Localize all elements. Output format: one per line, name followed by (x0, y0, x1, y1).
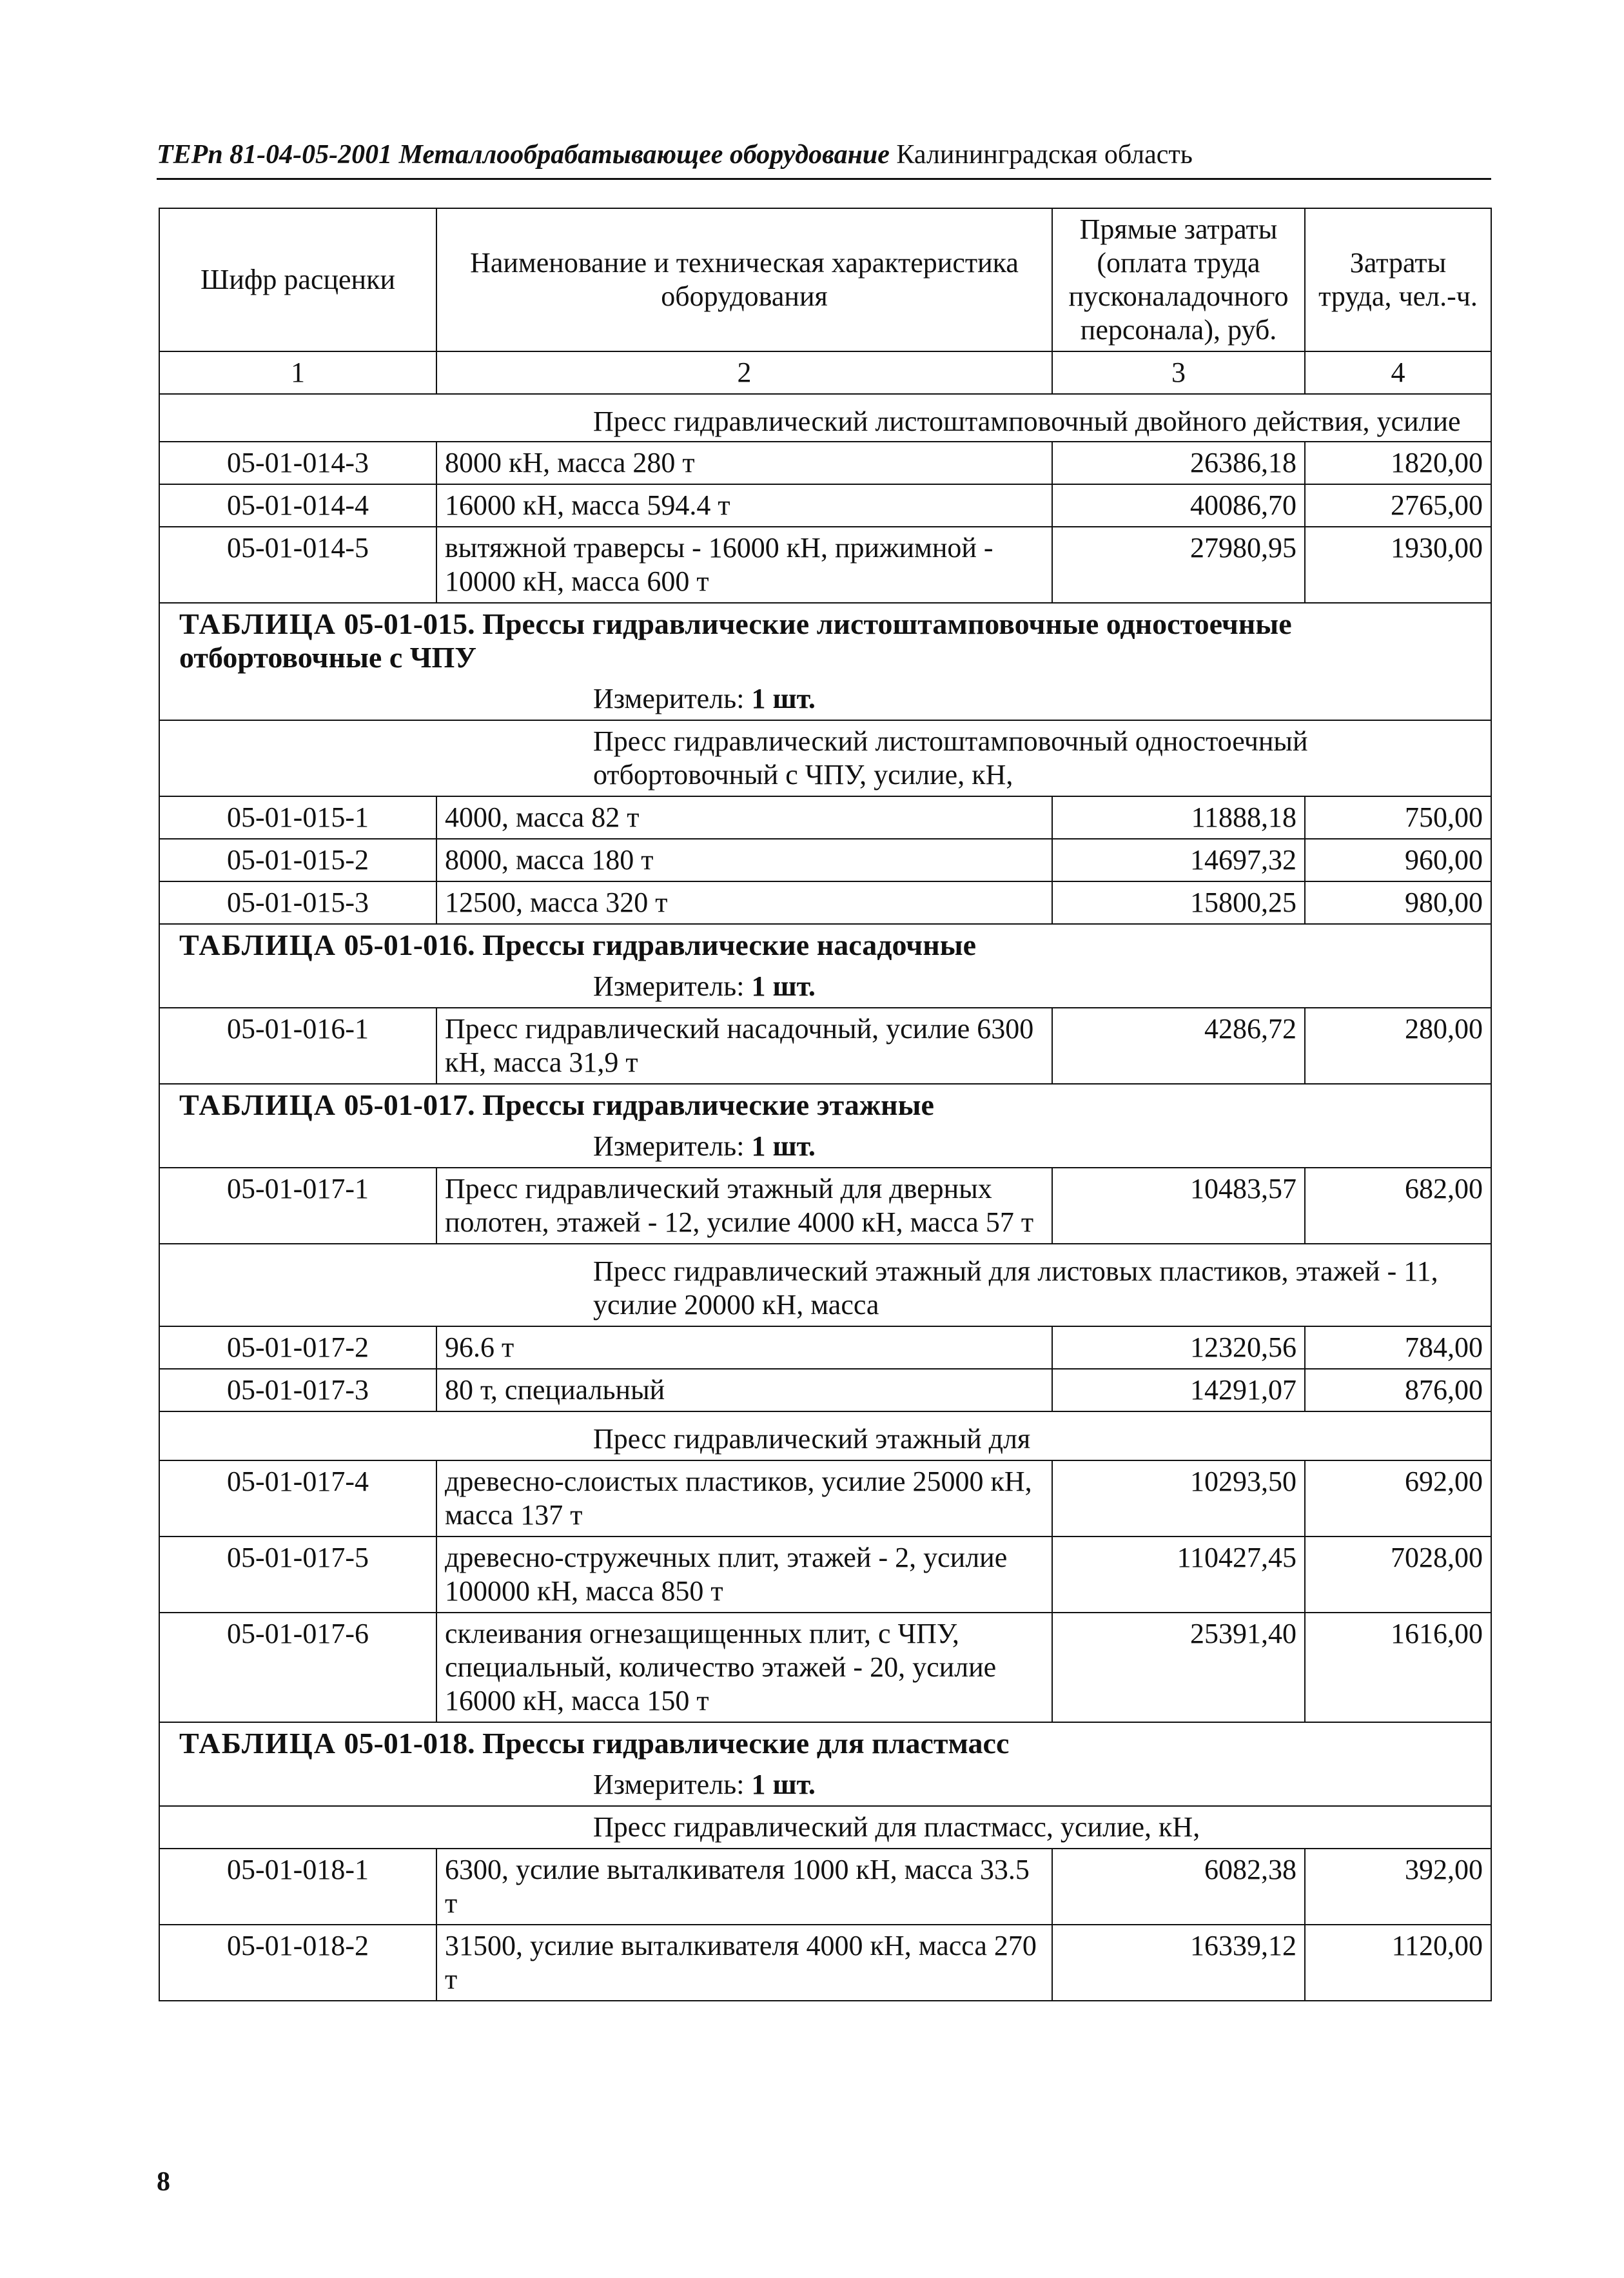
col-header-name: Наименование и техническая характеристика оборудования (436, 208, 1052, 351)
rate-code: 05-01-016-1 (159, 1008, 436, 1084)
table-row (159, 1925, 1491, 2001)
rate-code: 05-01-017-2 (159, 1326, 436, 1369)
table-row (159, 796, 1491, 839)
rate-cost: 16339,12 (1052, 1925, 1305, 2001)
col-number: 3 (1052, 351, 1305, 394)
group-description-row (159, 720, 1491, 796)
rate-labor: 682,00 (1305, 1168, 1491, 1244)
rate-name: 31500, усилие выталкивателя 4000 кН, масса 270 т (436, 1925, 1052, 2001)
group-description-row (159, 1806, 1491, 1849)
section-title-text: 05-01-017. Прессы гидравлические этажные (344, 1088, 934, 1121)
section-title (159, 603, 1491, 678)
rate-labor: 784,00 (1305, 1326, 1491, 1369)
rate-cost: 14697,32 (1052, 839, 1305, 881)
rate-name: 4000, масса 82 т (436, 796, 1052, 839)
rate-cost: 25391,40 (1052, 1613, 1305, 1722)
measure-label: Измеритель: (593, 970, 745, 1002)
rate-cost: 40086,70 (1052, 484, 1305, 527)
group-description: Пресс гидравлический листоштамповочный одностоечный отбортовочный с ЧПУ, усилие, кН, (159, 720, 1491, 796)
group-description: Пресс гидравлический листоштамповочный двойного действия, усилие (159, 394, 1491, 442)
rate-code: 05-01-018-2 (159, 1925, 436, 2001)
section-label: ТАБЛИЦА (179, 1088, 337, 1121)
section-label: ТАБЛИЦА (179, 1727, 337, 1760)
rate-name: древесно-слоистых пластиков, усилие 25000 кН, масса 137 т (436, 1460, 1052, 1537)
rate-code: 05-01-017-3 (159, 1369, 436, 1411)
rate-labor: 1930,00 (1305, 527, 1491, 603)
measure-label: Измеритель: (593, 1130, 745, 1162)
header-region: Калининградская область (889, 140, 1193, 170)
rate-code: 05-01-015-3 (159, 881, 436, 924)
section-title (159, 1722, 1491, 1764)
section-label: ТАБЛИЦА (179, 928, 337, 961)
rate-code: 05-01-015-1 (159, 796, 436, 839)
header-title: ТЕРп 81-04-05-2001 Металлообрабатывающее оборудование (157, 140, 890, 170)
section-label: ТАБЛИЦА (179, 607, 337, 640)
rate-labor: 1820,00 (1305, 442, 1491, 484)
rate-labor: 280,00 (1305, 1008, 1491, 1084)
group-description: Пресс гидравлический этажный для листовых пластиков, этажей - 11, усилие 20000 кН, масса (159, 1244, 1491, 1326)
group-description-row (159, 1244, 1491, 1326)
group-description-row (159, 1411, 1491, 1460)
section-title-row (159, 1084, 1491, 1126)
rate-name: 16000 кН, масса 594.4 т (436, 484, 1052, 527)
rate-code: 05-01-017-1 (159, 1168, 436, 1244)
measure-label: Измеритель: (593, 683, 745, 714)
rate-labor: 2765,00 (1305, 484, 1491, 527)
rate-code: 05-01-017-6 (159, 1613, 436, 1722)
section-title (159, 924, 1491, 966)
table-row (159, 527, 1491, 603)
rate-labor: 1616,00 (1305, 1613, 1491, 1722)
header-rule (157, 178, 1491, 180)
rate-cost: 15800,25 (1052, 881, 1305, 924)
measure-row (159, 966, 1491, 1008)
table-row (159, 1613, 1491, 1722)
rate-cost: 11888,18 (1052, 796, 1305, 839)
page-number: 8 (157, 2167, 170, 2197)
rate-name: 12500, масса 320 т (436, 881, 1052, 924)
col-header-labor: Затраты труда, чел.-ч. (1305, 208, 1491, 351)
rate-cost: 4286,72 (1052, 1008, 1305, 1084)
rate-code: 05-01-014-5 (159, 527, 436, 603)
section-title-row (159, 924, 1491, 966)
rate-name: Пресс гидравлический насадочный, усилие 6300 кН, масса 31,9 т (436, 1008, 1052, 1084)
group-description: Пресс гидравлический для пластмасс, усилие, кН, (159, 1806, 1491, 1849)
table-row (159, 442, 1491, 484)
rate-name: склеивания огнезащищенных плит, с ЧПУ, специальный, количество этажей - 20, усилие 16000 кН, масса 150 т (436, 1613, 1052, 1722)
group-description: Пресс гидравлический этажный для (159, 1411, 1491, 1460)
table-row (159, 484, 1491, 527)
col-number: 4 (1305, 351, 1491, 394)
rate-cost: 27980,95 (1052, 527, 1305, 603)
table-row (159, 1460, 1491, 1537)
section-title-text: 05-01-018. Прессы гидравлические для пластмасс (344, 1727, 1010, 1760)
measure (159, 1764, 1491, 1806)
table-row (159, 1369, 1491, 1411)
rate-labor: 1120,00 (1305, 1925, 1491, 2001)
col-header-cost: Прямые затраты (оплата труда пусконаладочного персонала), руб. (1052, 208, 1305, 351)
rate-name: вытяжной траверсы - 16000 кН, прижимной - 10000 кН, масса 600 т (436, 527, 1052, 603)
rate-name: 8000, масса 180 т (436, 839, 1052, 881)
section-title-row (159, 1722, 1491, 1764)
measure (159, 966, 1491, 1008)
group-description-row (159, 394, 1491, 442)
measure-row (159, 1126, 1491, 1168)
section-title-text: 05-01-015. Прессы гидравлические листоштамповочные одностоечные отбортовочные с ЧПУ (179, 607, 1292, 674)
rate-code: 05-01-017-5 (159, 1537, 436, 1613)
section-title (159, 1084, 1491, 1126)
col-number: 2 (436, 351, 1052, 394)
table-row (159, 1168, 1491, 1244)
rate-code: 05-01-014-3 (159, 442, 436, 484)
table-row (159, 881, 1491, 924)
rate-cost: 26386,18 (1052, 442, 1305, 484)
section-title-text: 05-01-016. Прессы гидравлические насадочные (344, 928, 977, 961)
measure-row (159, 1764, 1491, 1806)
rate-cost: 110427,45 (1052, 1537, 1305, 1613)
col-header-code: Шифр расценки (159, 208, 436, 351)
rate-name: 6300, усилие выталкивателя 1000 кН, масса 33.5 т (436, 1849, 1052, 1925)
measure (159, 678, 1491, 720)
column-header-row (159, 208, 1491, 351)
rate-code: 05-01-018-1 (159, 1849, 436, 1925)
measure-value: 1 шт. (751, 683, 816, 714)
rate-labor: 960,00 (1305, 839, 1491, 881)
column-number-row (159, 351, 1491, 394)
table-row (159, 1008, 1491, 1084)
table-row (159, 839, 1491, 881)
rate-name: Пресс гидравлический этажный для дверных полотен, этажей - 12, усилие 4000 кН, масса 57 т (436, 1168, 1052, 1244)
measure-value: 1 шт. (751, 1130, 816, 1162)
rate-cost: 10293,50 (1052, 1460, 1305, 1537)
rate-cost: 6082,38 (1052, 1849, 1305, 1925)
section-title-row (159, 603, 1491, 678)
measure-value: 1 шт. (751, 970, 816, 1002)
rate-labor: 980,00 (1305, 881, 1491, 924)
rate-cost: 10483,57 (1052, 1168, 1305, 1244)
measure (159, 1126, 1491, 1168)
rate-name: 96.6 т (436, 1326, 1052, 1369)
rates-table (159, 208, 1492, 2001)
table-row (159, 1849, 1491, 1925)
rate-cost: 14291,07 (1052, 1369, 1305, 1411)
running-header (157, 137, 1491, 173)
rate-labor: 750,00 (1305, 796, 1491, 839)
rate-labor: 876,00 (1305, 1369, 1491, 1411)
measure-label: Измеритель: (593, 1769, 745, 1800)
measure-value: 1 шт. (751, 1769, 816, 1800)
rate-name: древесно-стружечных плит, этажей - 2, усилие 100000 кН, масса 850 т (436, 1537, 1052, 1613)
col-number: 1 (159, 351, 436, 394)
table-row (159, 1537, 1491, 1613)
rate-name: 8000 кН, масса 280 т (436, 442, 1052, 484)
rate-code: 05-01-014-4 (159, 484, 436, 527)
rate-labor: 692,00 (1305, 1460, 1491, 1537)
measure-row (159, 678, 1491, 720)
table-row (159, 1326, 1491, 1369)
rate-name: 80 т, специальный (436, 1369, 1052, 1411)
rate-labor: 392,00 (1305, 1849, 1491, 1925)
rate-cost: 12320,56 (1052, 1326, 1305, 1369)
rate-code: 05-01-017-4 (159, 1460, 436, 1537)
rate-code: 05-01-015-2 (159, 839, 436, 881)
rate-labor: 7028,00 (1305, 1537, 1491, 1613)
